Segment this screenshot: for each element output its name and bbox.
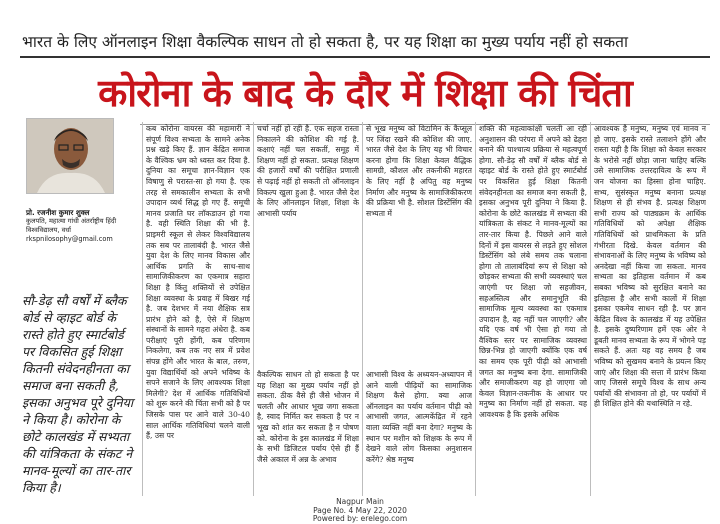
footer-edition: Nagpur Main [336, 497, 384, 506]
author-name: प्रो. रजनीश कुमार शुक्ल [26, 208, 90, 217]
footer-page-date: Page No. 4 May 22, 2020 [313, 506, 407, 515]
article-column-2-bottom: वैकल्पिक साधन तो हो सकता है पर यह शिक्षा का मुख्य पर्याय नहीं हो सकता. ठीक वैसे ही जैसे भोजन में चलती और आधार भूख जगा सकता है, स्वाद निर्मित कर सकता है पर न भूख को शांत कर सकता है न पोषण को. कोरोना के इस कालखंड में शिक्षा के सभी डिजिटल पर्याय ऐसे ही हैं जैसे अकाल में अन्न के अभाव [257, 370, 359, 464]
article-column-4: शक्ति की महत्वाकांक्षी चलती आ रही अनुशासन की परंपरा में अपने को ढेहरा बनाने की पाश्चात्य प्रक्रिया से महत्वपूर्ण होगा. सौ-डेढ़ सौ वर्षों में ब्लैक बोर्ड से व्हाइट बोर्ड के रास्ते होते हुए स्मार्टबोर्ड पर विकसित हुई शिक्षा कितनी संवेदनहीनता का समाज बना सकती है, इसका अनुभव पूरी दुनिया ने किया है. कोरोना के छोटे कालखंड में सभ्यता की यांत्रिकता के संकट ने मानव-मूल्यों का तार-तार किया है. पिछले आने वाले दिनों में इस वायरस से लड़ते हुए सोशल डिस्टेंसिंग को लंबे समय तक चलाना होगा तो तालाबंदियां रूप से शिक्षा को छोड़कर सभ्यता की सभी व्यवस्थाएं चल जाएंगी पर शिक्षा जो सहजीवन, सहअस्तित्व और समानुभूति की सामाजिक मूल्य व्यवस्था का एकमात्र उपादान है, वह नहीं चल जाएगी? और यदि एक वर्ष भी ऐसा हो गया तो वैश्विक स्तर पर सामाजिक व्यवस्था छिन्न-भिन्न हो जाएगी क्योंकि एक वर्ष का समय एक पूरी पीढ़ी को आभासी जगत का मनुष्य बना देगा. सामाजिकी और समाजीकरण वह हो जाएगा जो केवल विज्ञान-तकनीक के आधार पर मनुष्य का निर्माण नहीं हो सकता. यह आवश्यक है कि इसके अधिक [479, 124, 587, 420]
article-column-5: आवश्यक है मनुष्य, मनुष्य एवं मानव न हो जाए. इसके रास्ते तलाशने होंगे और रास्ता यही है कि शिक्षा को केवल सरकार के भरोसे नहीं छोड़ा जाना चाहिए बल्कि उसे सामाजिक उत्तरदायित्व के रूप में जन योजना का हिस्सा होना चाहिए. सभ्य, सुसंस्कृत मनुष्य बनाना प्रत्यक्ष शिक्षण से ही संभव है. प्रत्यक्ष शिक्षण सभी राज्य को पाठ्यक्रम के आर्थिक गतिविधियों को अपेक्षा शैक्षिक गतिविधियों को प्राथमिकता के प्रति गंभीरता दिखे. केवल वर्तमान की संभावनाओं के लिए मनुष्य के भविष्य को अनदेखा नहीं किया जा सकता. मानव सभ्यता का इतिहास वर्तमान में कब सबका भविष्य को सुरक्षित बनाने का इतिहास है और सभी कालों में शिक्षा इसका एकमेव साधन रही है. पर ज्ञान केंद्रित विश्व के कालखंड में यह उपेक्षित है. इसके दुष्परिणाम हमें एक ओर ने डूबती मानव सभ्यता के रूप में भोगने पड़ सकते हैं. अतः यह वह समय है जब भविष्य को सुखमय बनाने के प्रयत्न किए जाएं और शिक्षा की सत्ता में प्रारंभ किया जाए जिससे समूचे विश्व के साथ अन्य पर्यायों की संभावना तो हो, पर पर्यायों में ही शिक्षित होने की यथास्थिति न रहे. [594, 124, 706, 409]
pull-quote: सौ-डेढ़ सौ वर्षों में ब्लैक बोर्ड से व्हाइट बोर्ड के रास्ते होते हुए स्मार्टबोर्ड पर विकसित हुई शिक्षा कितनी संवेदनहीनता का समाज बना सकती है, इसका अनुभव पूरे दुनिया ने किया है। कोरोना के छोटे कालखंड में सभ्यता की यांत्रिकता के संकट ने मानव-मूल्यों का तार-तार किया है। [22, 293, 134, 495]
author-photo [26, 118, 114, 194]
headline: कोरोना के बाद के दौर में शिक्षा की चिंता [98, 71, 632, 115]
article-column-3-top: से भूख मनुष्य को विटामिन के कैप्सूल पर जिंदा रखने की कोशिश की जाए. भारत जैसे देश के लिए यह भी विचार करना होगा कि शिक्षा केवल वैद्धिक सामग्री, कौशल और तकनीकी महारत के लिए नहीं है अपितु वह मनुष्य निर्माण और मनुष्य के सामाजिकीकरण की प्रक्रिया भी है. सोशल डिस्टेंसिंग की सभ्यता में [366, 124, 472, 218]
footer-powered-by: Powered by: erelego.com [312, 514, 408, 523]
article-column-1: कब कोरोना वायरस की महामारी ने संपूर्ण विश्व सभ्यता के सामने अनेक प्रश्न खड़े किए हैं. ज्ञान केंद्रित समाज के वैश्विक भ्रम को ध्वस्त कर दिया है. दुनिया का समूचा ज्ञान-विज्ञान एक विषाणु से परास्त-सा हो गया है. एक तरह से समकालीन सभ्यता के सभी उपादान व्यर्थ सिद्ध हो गए हैं. समूची मानव प्रजाति घर लॉकडाउन हो गया है. वही स्थिति शिक्षा की भी है. प्राइमरी स्कूल से लेकर विश्वविद्यालय तक सब पर तालाबंदी है. भारत जैसे युवा देश के लिए मानव विकास और आर्थिक प्रगति के साथ-साथ सामाजिकीकरण का एकमात्र सहारा शिक्षा है किंतु शक्तियों से उपेक्षित शिक्षा व्यवस्था के प्रवाह में बिखर गई है. जब देशभर में नया शैक्षिक सत्र प्रारंभ होने को है, ऐसे में शिक्षण संस्थानों के सामने गहरा अंधेरा है. कब परीक्षाएं पूरी होंगी, कब परिणाम निकलेगा, कब तक नए सत्र में प्रवेश संपन्न होंगे और भारत के बाल, तरुण, युवा विद्यार्थियों को अपने भविष्य के सपने सजाने के लिए आवश्यक शिक्षा मिलेगी? देश में आर्थिक गतिविधियों को शुरू करने की चिंता सभी को है पर जिसके पास पर आने वाले 30-40 साल आर्थिक गतिविधियां चलने वाली हैं, उस पर [146, 124, 250, 441]
article-column-3-bottom: आभासी विश्व के अध्ययन-अध्यापन में आने वाली पीढ़ियों का सामाजिक शिक्षण कैसे होगा. क्या आज ऑनलाइन का पर्याय वर्तमान पीढ़ी को आभासी जगत, आत्मकेंद्रित में रहने वाला व्यक्ति नहीं बना देगा? मनुष्य के स्थान पर मशीन को शिक्षक के रूप में देखने वाले लोग किसका अनुशासन करेंगे? श्रेष्ठ मनुष्य [366, 370, 472, 464]
kicker: भारत के लिए ऑनलाइन शिक्षा वैकल्पिक साधन तो हो सकता है, पर यह शिक्षा का मुख्य पर्याय नहीं हो सकता [22, 33, 628, 51]
author-email: rkspnilosophy@gmail.com [26, 235, 113, 243]
column-divider [475, 122, 476, 496]
column-divider [253, 122, 254, 496]
article-column-2-top: चर्चा नहीं हो रही है. एक सहज रास्ता निकालने की कोशिश की गई है. कक्षाएं नहीं चल सकतीं, समूह में शिक्षण नहीं हो सकता. प्रत्यक्ष शिक्षण की हजारों वर्षों की परीक्षित प्रणाली से पढ़ाई नहीं हो सकती तो ऑनलाइन विकल्प खुला हुआ है. भारत जैसे देश के लिए ऑनलाइन शिक्षा, शिक्षा के आभासी पर्याय [257, 124, 359, 218]
author-title: कुलपति, महात्मा गांधी अंतर्राष्ट्रीय हिंदी विश्वविद्यालय, वर्धा [26, 217, 117, 234]
top-rule [20, 56, 710, 58]
column-divider [590, 122, 591, 496]
column-divider [362, 122, 363, 496]
author-byline [26, 208, 138, 244]
column-divider [142, 122, 143, 496]
